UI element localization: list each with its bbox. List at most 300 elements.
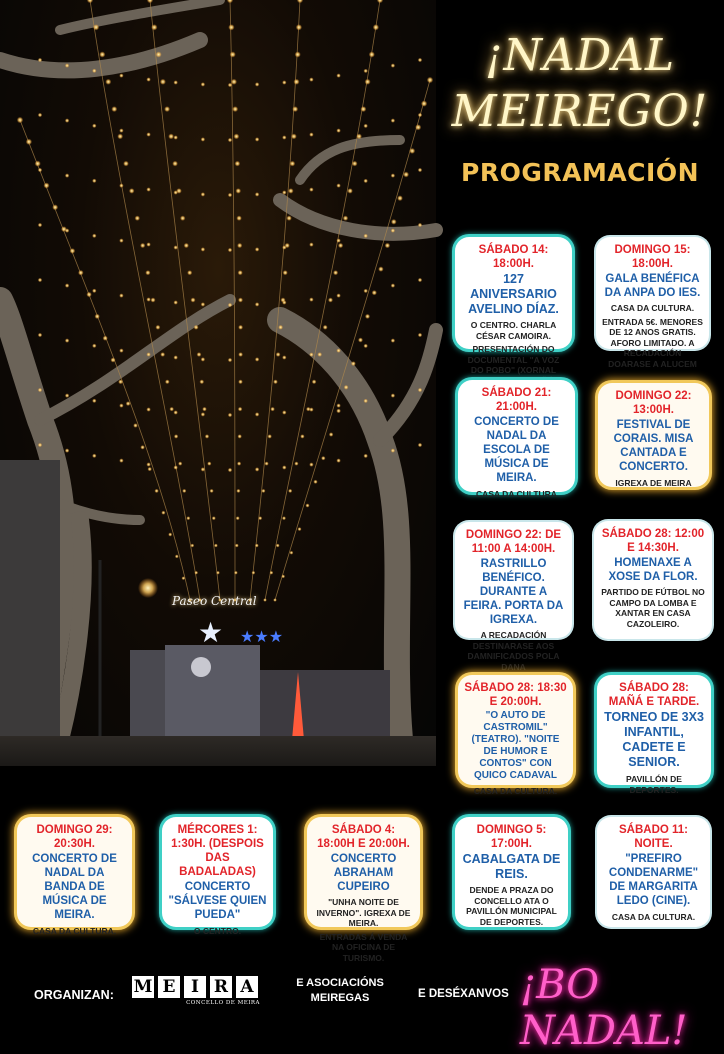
street-lights-photo: [0, 0, 436, 766]
light-bulb: [286, 216, 291, 221]
light-bulb: [119, 403, 123, 407]
light-bulb: [282, 190, 286, 194]
light-bulb: [161, 511, 165, 515]
light-bulb: [418, 333, 422, 337]
light-bulb: [397, 195, 403, 201]
light-bulb: [255, 302, 259, 306]
event-card: [17, 817, 132, 936]
event-date: SÁBADO 28: 18:30 E 20:00H.: [464, 682, 567, 708]
light-bulb: [92, 344, 96, 348]
light-bulb: [93, 24, 99, 30]
event-place: IGREXA DE MEIRA: [615, 478, 692, 488]
light-bulb: [118, 379, 123, 384]
light-bulb: [129, 188, 135, 194]
light-bulb: [228, 358, 232, 362]
light-bulb: [174, 135, 178, 139]
light-bulb: [169, 407, 173, 411]
light-bulb: [201, 467, 205, 471]
light-bulb: [418, 278, 422, 282]
light-bulb: [255, 82, 259, 86]
light-bulb: [336, 293, 340, 297]
event-date: SÁBADO 28: 12:00 E 14:30H.: [601, 528, 705, 554]
logo-letters: [132, 976, 260, 998]
event-title: "PREFIRO CONDENARME" DE MARGARITA LEDO (CINE).: [608, 853, 699, 907]
light-bulb: [65, 393, 69, 397]
light-bulb: [92, 234, 96, 238]
light-bulb: [364, 344, 368, 348]
light-bulb: [95, 314, 100, 319]
light-bulb: [156, 51, 162, 57]
event-card: [307, 817, 420, 963]
light-bulb: [273, 598, 277, 602]
event-note: ENTRADAS Á VENDA NA OFICINA DE TURISMO.: [319, 931, 408, 963]
light-bulb: [160, 79, 166, 85]
light-bulb: [154, 489, 158, 493]
light-bulb: [103, 336, 108, 341]
light-bulb: [228, 24, 234, 30]
light-bulb: [146, 462, 150, 466]
event-title: FESTIVAL DE CORAIS. MISA CANTADA E CONCERTO.: [613, 419, 694, 473]
event-date: DOMINGO 15: 18:00H.: [614, 244, 691, 270]
light-bulb: [201, 357, 205, 361]
light-bulb: [258, 516, 262, 520]
light-bulb: [235, 544, 239, 548]
light-bulb: [191, 298, 196, 303]
light-bulb: [288, 188, 294, 194]
street-lamp-icon: [138, 578, 158, 598]
event-date: DOMINGO 22: DE 11:00 A 14:00H.: [465, 529, 562, 555]
light-bulb: [26, 139, 32, 145]
event-place: CASA DA CULTURA.: [473, 786, 558, 796]
light-bulb: [174, 355, 178, 359]
light-bulb: [237, 243, 242, 248]
light-bulb: [295, 51, 301, 57]
light-bulb: [234, 134, 240, 140]
light-bulb: [255, 247, 259, 251]
light-bulb: [228, 248, 232, 252]
event-place: DENDE A PRAZA DO CONCELLO ATA O PAVILLÓN MUNICIPAL DE DEPORTES.: [466, 885, 557, 927]
light-bulb: [300, 434, 304, 438]
light-bulb: [38, 58, 42, 62]
light-bulb: [87, 0, 93, 3]
light-bulb: [65, 338, 69, 342]
light-bulb: [282, 355, 286, 359]
light-bulb: [418, 388, 422, 392]
light-bulb: [151, 24, 157, 30]
light-bulb: [227, 0, 233, 3]
light-bulb: [43, 182, 49, 188]
light-bulb: [358, 338, 363, 343]
light-bulb: [174, 190, 178, 194]
light-bulb: [309, 352, 313, 356]
light-bulb: [418, 113, 422, 117]
event-place: "UNHA NOITE DE INVERNO". IGREXA DE MEIRA.: [316, 897, 411, 928]
light-bulb: [99, 51, 105, 57]
light-bulb: [236, 188, 242, 194]
light-bulb: [291, 134, 297, 140]
light-bulb: [146, 77, 150, 81]
light-bulb: [230, 51, 236, 57]
light-bulb: [351, 361, 356, 366]
event-title: CABALGATA DE REIS.: [462, 852, 561, 881]
light-bulb: [276, 544, 280, 548]
light-bulb: [282, 245, 286, 249]
light-bulb: [140, 243, 145, 248]
light-bulb: [317, 352, 322, 357]
event-title: CONCERTO "SÁLVESE QUIEN PUEDA": [168, 881, 267, 921]
light-bulb: [427, 77, 433, 83]
light-bulb: [418, 443, 422, 447]
event-note: PRESENTACIÓN DO DOCUMENTAL "A VOZ DO POBO" (XORNAL: [467, 344, 560, 375]
bo-nadal-greeting: ¡BO NADAL!: [520, 962, 688, 1054]
light-bulb: [65, 448, 69, 452]
logo-letter: R: [210, 976, 232, 998]
light-bulb: [336, 348, 340, 352]
light-bulb: [70, 248, 76, 254]
light-bulb: [377, 0, 383, 3]
light-bulb: [180, 216, 185, 221]
light-bulb: [415, 124, 421, 130]
light-bulb: [174, 300, 178, 304]
light-bulb: [264, 461, 268, 465]
light-bulb: [292, 106, 298, 112]
event-card: [458, 380, 575, 499]
light-bulb: [364, 234, 368, 238]
light-bulb: [343, 216, 348, 221]
clock-icon: [191, 657, 211, 677]
light-bulb: [175, 554, 179, 558]
light-bulb: [391, 118, 395, 122]
light-bulb: [336, 128, 340, 132]
light-bulb: [186, 516, 190, 520]
light-bulb: [201, 82, 205, 86]
light-bulb: [255, 137, 259, 141]
event-place: CASA DA CULTURA.: [32, 926, 117, 936]
light-bulb: [201, 412, 205, 416]
light-bulb: [117, 134, 123, 140]
light-bulb: [270, 407, 274, 411]
light-bulb: [391, 63, 395, 67]
light-bulb: [160, 352, 165, 357]
footer: [0, 960, 724, 1054]
light-bulb: [182, 489, 186, 493]
event-card: [162, 817, 273, 936]
light-bulb: [205, 434, 209, 438]
light-bulb: [364, 69, 368, 73]
light-bulb: [17, 117, 23, 123]
light-bulb: [165, 379, 170, 384]
light-bulb: [111, 358, 116, 363]
light-bulb: [201, 192, 205, 196]
light-bulb: [364, 124, 368, 128]
light-bulb: [168, 533, 172, 537]
light-bulb: [293, 79, 299, 85]
light-bulb: [305, 503, 309, 507]
light-bulb: [164, 106, 170, 112]
light-bulb: [391, 448, 395, 452]
logo-letter: M: [133, 977, 153, 997]
meira-logo: [132, 976, 260, 1008]
light-bulb: [228, 138, 232, 142]
light-bulb: [255, 192, 259, 196]
light-bulb: [329, 432, 333, 436]
light-bulb: [168, 134, 174, 140]
light-bulb: [309, 77, 313, 81]
logo-letter: A: [236, 976, 258, 998]
light-bulb: [289, 551, 293, 555]
light-bulb: [290, 161, 296, 167]
light-bulb: [190, 544, 194, 548]
light-bulb: [298, 527, 302, 531]
light-bulb: [92, 399, 96, 403]
light-bulb: [194, 325, 199, 330]
event-card: [596, 237, 709, 369]
event-title: CONCERTO DE NADAL DA BANDA DE MÚSICA DE MEIRA.: [32, 853, 117, 921]
light-bulb: [146, 242, 150, 246]
light-bulb: [336, 458, 340, 462]
light-bulb: [255, 544, 259, 548]
light-bulb: [92, 179, 96, 183]
light-bulb: [309, 242, 313, 246]
event-date: SÁBADO 14: 18:00H.: [478, 244, 549, 270]
light-bulb: [182, 576, 186, 580]
event-place: CASA DA CULTURA.: [610, 303, 695, 313]
light-bulb: [309, 132, 313, 136]
light-bulb: [38, 223, 42, 227]
star-icon: ★: [198, 616, 224, 649]
light-bulb: [201, 247, 205, 251]
light-bulb: [344, 385, 349, 390]
light-bulb: [126, 401, 131, 406]
light-bulb: [418, 58, 422, 62]
logo-letter: E: [158, 976, 180, 998]
light-bulb: [146, 297, 150, 301]
light-bulb: [309, 187, 313, 191]
light-bulb: [323, 325, 328, 330]
light-bulb: [238, 407, 242, 411]
light-bulb: [38, 168, 42, 172]
building-left: [0, 460, 60, 740]
light-bulb: [281, 575, 285, 579]
light-bulb: [146, 132, 150, 136]
logo-letter: I: [184, 976, 206, 998]
light-bulb: [65, 118, 69, 122]
light-bulb: [92, 289, 96, 293]
light-bulb: [119, 348, 123, 352]
light-bulb: [378, 266, 383, 271]
light-bulb: [373, 24, 379, 30]
light-bulb: [328, 298, 333, 303]
light-bulb: [338, 243, 343, 248]
light-bulb: [78, 270, 84, 276]
light-bulb: [178, 461, 182, 465]
light-bulb: [187, 270, 192, 275]
light-bulb: [282, 516, 286, 520]
event-note: ENTRADA 5€. MENORES DE 12 ANOS GRATIS. AFORO LIMITADO. A RECADACIÓN DOARASE A ALUCEM: [602, 316, 703, 369]
light-bulb: [385, 243, 391, 249]
light-bulb: [288, 489, 292, 493]
wish-label: E DESÉXANVOS: [418, 988, 509, 1000]
light-bulb: [86, 292, 91, 297]
event-date: SÁBADO 21: 21:00H.: [481, 387, 552, 413]
light-bulb: [65, 283, 69, 287]
light-bulb: [119, 293, 123, 297]
light-bulb: [356, 134, 362, 140]
event-card: [597, 817, 710, 927]
event-place: A RECADACIÓN DESTINARASE AOS DAMNIFICADOS POLA DANA: [467, 630, 560, 672]
light-bulb: [336, 73, 340, 77]
light-bulb: [119, 183, 123, 187]
light-bulb: [261, 489, 265, 493]
light-bulb: [38, 333, 42, 337]
light-bulb: [364, 289, 368, 293]
light-bulb: [282, 410, 286, 414]
light-bulb: [155, 325, 160, 330]
event-place: PAVILLÓN DE DEPORTES.: [626, 774, 682, 795]
light-bulb: [210, 489, 214, 493]
light-bulb: [255, 412, 259, 416]
light-bulb: [38, 388, 42, 392]
event-date: DOMINGO 5: 17:00H.: [476, 824, 547, 850]
page-title: [436, 28, 724, 140]
light-bulb: [409, 148, 415, 154]
light-bulb: [148, 467, 152, 471]
light-bulb: [197, 352, 202, 357]
light-bulb: [296, 24, 302, 30]
light-bulb: [282, 135, 286, 139]
event-card: [458, 675, 573, 796]
light-bulb: [146, 352, 150, 356]
event-date: SÁBADO 4: 18:00H E 20:00H.: [317, 824, 410, 850]
event-card: [598, 383, 709, 487]
light-bulb: [278, 325, 283, 330]
event-card: [594, 521, 712, 639]
event-title: "O AUTO DE CASTROMIL" (TEATRO). "NOITE DE HUMOR E CONTOS" CON QUICO CADAVAL: [471, 710, 560, 781]
event-date: MÉRCORES 1: 1:30H. (DESPOIS DAS BADALADAS): [171, 824, 264, 878]
light-bulb: [202, 407, 206, 411]
light-bulb: [201, 137, 205, 141]
light-bulb: [92, 124, 96, 128]
event-card: [455, 522, 572, 672]
light-bulb: [321, 456, 325, 460]
light-bulb: [391, 219, 397, 225]
star-icon: ★★★: [240, 627, 284, 646]
light-bulb: [391, 393, 395, 397]
event-card: [597, 675, 711, 795]
light-bulb: [236, 489, 240, 493]
light-bulb: [184, 243, 189, 248]
light-bulb: [252, 571, 256, 575]
light-bulb: [35, 161, 41, 167]
event-title: TORNEO DE 3X3 INFANTIL, CADETE E SENIOR.: [604, 710, 704, 769]
light-bulb: [147, 0, 153, 3]
event-card: [455, 237, 572, 375]
light-bulb: [145, 270, 150, 275]
light-bulb: [238, 379, 243, 384]
title-line-2: MEIREGO!: [451, 86, 709, 137]
light-bulb: [309, 407, 313, 411]
light-bulb: [391, 173, 395, 177]
light-bulb: [283, 270, 288, 275]
event-place: CASA DA CULTURA: [476, 489, 557, 499]
light-bulb: [294, 461, 298, 465]
light-bulb: [65, 63, 69, 67]
light-bulb: [92, 454, 96, 458]
town-hall: [165, 645, 260, 740]
light-bulb: [369, 51, 375, 57]
light-bulb: [263, 598, 267, 602]
light-bulb: [135, 216, 140, 221]
light-bulb: [403, 172, 409, 178]
light-bulb: [236, 216, 241, 221]
logo-subtitle: CONCELLO DE MEIRA: [186, 1000, 260, 1006]
event-title: 127 ANIVERSARIO AVELINO DÍAZ.: [468, 272, 559, 316]
light-bulb: [336, 183, 340, 187]
light-bulb: [232, 106, 238, 112]
light-bulb: [140, 445, 144, 449]
light-bulb: [309, 462, 313, 466]
event-title: CONCERTO ABRAHAM CUPEIRO: [330, 853, 397, 893]
event-card: [455, 817, 568, 927]
photo-illustration: [0, 0, 436, 766]
light-bulb: [238, 325, 243, 330]
event-date: DOMINGO 29: 20:30H.: [36, 824, 113, 850]
light-bulb: [119, 458, 123, 462]
light-bulb: [364, 454, 368, 458]
light-bulb: [255, 357, 259, 361]
light-bulb: [364, 179, 368, 183]
light-bulb: [38, 113, 42, 117]
light-bulb: [336, 403, 340, 407]
light-bulb: [270, 571, 274, 575]
light-bulb: [228, 83, 232, 87]
road: [0, 736, 436, 766]
light-bulb: [365, 79, 371, 85]
light-bulb: [282, 300, 286, 304]
light-bulb: [238, 352, 243, 357]
light-bulb: [391, 283, 395, 287]
associations-label: E ASOCIACIÓNS MEIREGAS: [296, 977, 384, 1004]
event-title: HOMENAXE A XOSE DA FLOR.: [608, 557, 698, 583]
light-bulb: [336, 409, 341, 414]
organizan-label: ORGANIZAN:: [34, 988, 114, 1002]
light-bulb: [228, 303, 232, 307]
light-bulb: [216, 571, 220, 575]
light-bulb: [418, 223, 422, 227]
building-right: [260, 670, 390, 740]
light-bulb: [201, 302, 205, 306]
light-bulb: [174, 410, 178, 414]
light-bulb: [146, 407, 150, 411]
light-bulb: [212, 516, 216, 520]
light-bulb: [119, 73, 123, 77]
light-bulb: [228, 413, 232, 417]
light-bulb: [309, 297, 313, 301]
light-bulb: [151, 298, 156, 303]
light-bulb: [282, 80, 286, 84]
light-bulb: [172, 161, 178, 167]
light-bulb: [255, 467, 259, 471]
light-bulb: [234, 571, 238, 575]
light-bulb: [228, 468, 232, 472]
page-subtitle: PROGRAMACIÓN: [461, 158, 699, 187]
event-title: CONCERTO DE NADAL DA ESCOLA DE MÚSICA DE MEIRA.: [474, 416, 559, 484]
light-bulb: [52, 204, 58, 210]
light-bulb: [238, 434, 242, 438]
light-bulb: [65, 173, 69, 177]
event-date: SÁBADO 11: NOITE.: [618, 824, 689, 850]
light-bulb: [111, 106, 117, 112]
